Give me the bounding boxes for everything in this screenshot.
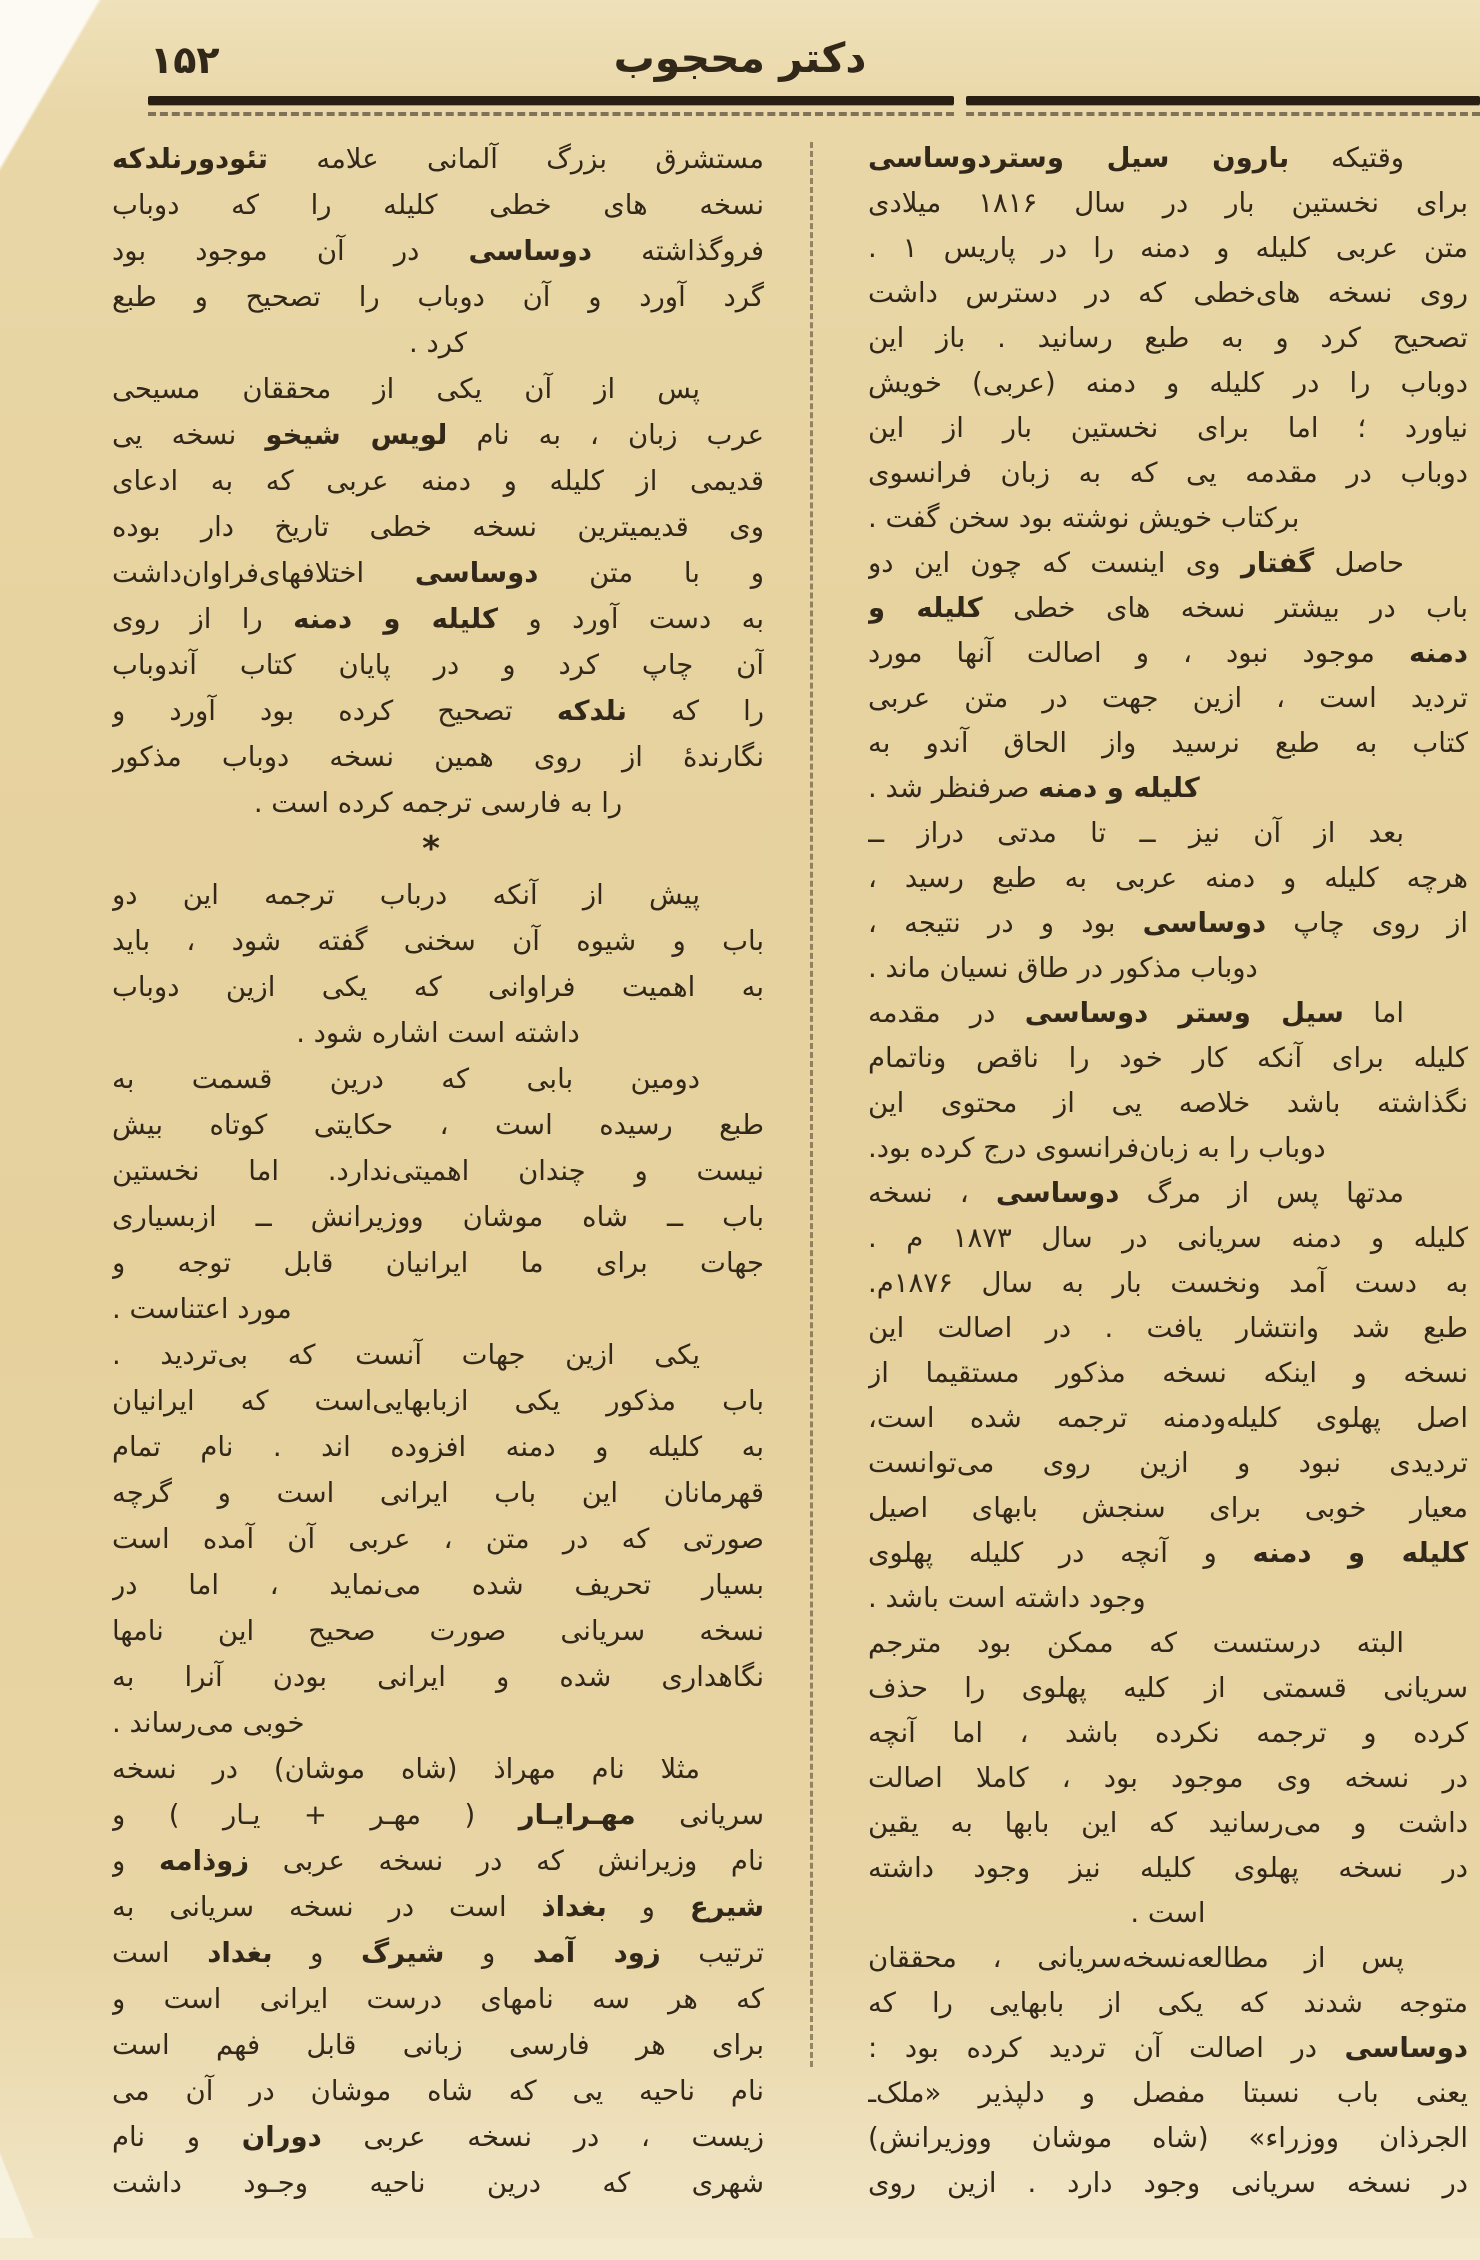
- text-line: [868, 766, 1468, 811]
- text-run: وی قدیمیترین نسخه خطی تاریخ دار بوده: [112, 511, 764, 543]
- text-line: [112, 1378, 764, 1424]
- text-run: خوبی می‌رساند .: [112, 1707, 305, 1739]
- bold-term: دوساسی: [995, 1177, 1120, 1209]
- text-run: است .: [1130, 1897, 1206, 1929]
- text-line: [112, 964, 764, 1010]
- bold-term: مهـرایـار: [518, 1799, 636, 1831]
- text-run: هرچه کلیله و دمنه عربی به طبع رسید ،: [868, 862, 1468, 894]
- text-run: دومین بابی که درین قسمت به: [112, 1063, 700, 1095]
- text-run: برای نخستین بار در سال ۱۸۱۶ میلادی: [868, 187, 1468, 219]
- text-run: به دست آورد و: [498, 603, 764, 635]
- text-run: به دست آمد ونخست بار به سال ۱۸۷۶م.: [868, 1267, 1468, 1299]
- text-run: متن عربی کلیله و دمنه را در پاریس ۱ .: [868, 232, 1468, 264]
- text-line: [868, 1171, 1468, 1216]
- text-run: کرد .: [409, 327, 467, 359]
- text-run: و: [444, 1937, 533, 1969]
- bold-term: بغداد: [207, 1937, 273, 1969]
- text-line: [112, 596, 764, 642]
- text-run: بعد از آن نیز ــ تا مدتی دراز ــ: [868, 817, 1404, 849]
- text-line: [112, 458, 764, 504]
- bold-term: سیل وستر دوساسی: [1024, 997, 1344, 1029]
- text-line: [868, 1531, 1468, 1576]
- text-run: نگارندهٔ از روی همین نسخه دوباب مذکور: [112, 741, 764, 773]
- rule-dashed-bar: [966, 112, 1480, 116]
- text-line: [112, 1792, 764, 1838]
- text-run: به اهمیت فراوانی که یکی ازین دوباب: [112, 971, 764, 1003]
- text-run: صورتی که در متن ، عربی آن آمده است: [112, 1523, 764, 1555]
- text-line: [112, 274, 764, 320]
- text-line: [112, 2022, 764, 2068]
- text-run: اصل پهلوی کلیله‌ودمنه ترجمه شده است،: [868, 1402, 1468, 1434]
- column-right: [868, 136, 1468, 2206]
- text-line: [868, 1621, 1468, 1666]
- text-line: [112, 734, 764, 780]
- text-line: [868, 406, 1468, 451]
- text-line: [868, 1081, 1468, 1126]
- text-line: [868, 1261, 1468, 1306]
- text-line: [112, 366, 764, 412]
- text-line: [112, 1700, 764, 1746]
- text-run: در نسخه پهلوی کلیله نیز وجود داشته: [868, 1852, 1468, 1884]
- text-line: [868, 361, 1468, 406]
- rule-thick-bar: [148, 96, 954, 105]
- bold-term: کلیله و دمنه: [1252, 1537, 1468, 1569]
- text-line: [112, 504, 764, 550]
- text-line: [868, 991, 1468, 1036]
- text-run: نام ناحیه یی که شاه موشان در آن می: [112, 2075, 764, 2107]
- text-run: حاصل: [1314, 547, 1404, 579]
- text-line: [112, 2160, 764, 2206]
- scan-corner-top-left: [0, 0, 104, 176]
- text-line: [112, 136, 764, 182]
- rule-dashed-bar: [148, 112, 954, 116]
- text-line: [112, 1470, 764, 1516]
- text-run: کرده و ترجمه نکرده باشد ، اما آنچه: [868, 1717, 1468, 1749]
- bold-term: دمنه: [1408, 637, 1468, 669]
- text-run: نسخه های خطی کلیله را که دوباب: [112, 189, 764, 221]
- text-line: [868, 1306, 1468, 1351]
- text-line: [112, 1654, 764, 1700]
- text-line: [868, 271, 1468, 316]
- rule-thick-bar: [966, 96, 1480, 105]
- text-run: را از روی: [112, 603, 294, 635]
- text-line: [112, 1148, 764, 1194]
- text-line: [112, 1516, 764, 1562]
- text-line: [112, 642, 764, 688]
- bold-term: شیرع: [689, 1891, 764, 1923]
- text-run: نسخه یی: [112, 419, 266, 451]
- text-line: [112, 1930, 764, 1976]
- text-run: قهرمانان این باب ایرانی است و گرچه: [112, 1477, 764, 1509]
- text-line: [112, 1332, 764, 1378]
- column-left: [112, 136, 764, 2206]
- text-line: [112, 872, 764, 918]
- text-run: وجود داشته است باشد .: [868, 1582, 1146, 1614]
- text-line: [868, 901, 1468, 946]
- text-line: [868, 316, 1468, 361]
- text-run: متوجه شدند که یکی از بابهایی را که: [868, 1987, 1468, 2019]
- text-line: [868, 2071, 1468, 2116]
- text-line: [868, 676, 1468, 721]
- text-line: [868, 1711, 1468, 1756]
- text-line: [112, 550, 764, 596]
- text-run: ترتیب: [660, 1937, 764, 1969]
- text-line: [112, 1010, 764, 1056]
- bold-term: گفتار: [1240, 547, 1315, 579]
- text-line: [868, 541, 1468, 586]
- text-run: مستشرق بزرگ آلمانی علامه: [267, 143, 764, 175]
- text-run: آن چاپ کرد و در پایان کتاب آندوباب: [112, 649, 764, 681]
- text-line: [868, 1981, 1468, 2026]
- text-line: [868, 946, 1468, 991]
- text-line: [112, 320, 764, 366]
- text-line: [868, 1441, 1468, 1486]
- text-line: [112, 1424, 764, 1470]
- text-run: ، نسخه: [868, 1177, 996, 1209]
- text-run: جهات برای ما ایرانیان قابل توجه و: [112, 1247, 764, 1279]
- text-line: [868, 1036, 1468, 1081]
- text-run: در نسخه وی موجود بود ، کاملا اصالت: [868, 1762, 1468, 1794]
- text-line: [868, 1666, 1468, 1711]
- bold-term: کلیله و: [868, 592, 983, 624]
- text-run: کلیله برای آنکه کار خود را ناقص وناتمام: [868, 1042, 1468, 1074]
- text-run: البته درستست که ممکن بود مترجم: [868, 1627, 1404, 1659]
- column-divider-rule: [810, 142, 813, 2067]
- text-run: و: [606, 1891, 690, 1923]
- text-run: برای هر فارسی زبانی قابل فهم است: [112, 2029, 764, 2061]
- text-line: [868, 811, 1468, 856]
- section-separator: [112, 826, 764, 872]
- text-run: بود و در نتیجه ،: [868, 907, 1143, 939]
- text-line: [112, 1884, 764, 1930]
- bold-term: *: [422, 829, 454, 869]
- text-run: برکتاب خویش نوشته بود سخن گفت .: [868, 502, 1300, 534]
- text-line: [112, 1746, 764, 1792]
- bold-term: کلیله و دمنه: [1038, 772, 1200, 804]
- text-line: [112, 2114, 764, 2160]
- text-run: طبع شد وانتشار یافت . در اصالت این: [868, 1312, 1468, 1344]
- text-run: در آن موجود بود: [112, 235, 469, 267]
- text-line: [112, 1838, 764, 1884]
- text-run: مورد اعتناست .: [112, 1293, 292, 1325]
- text-run: عرب زبان ، به نام: [447, 419, 764, 451]
- text-run: است: [112, 1937, 208, 1969]
- bold-term: بارون سیل وستردوساسی: [868, 142, 1290, 174]
- text-line: [868, 856, 1468, 901]
- bold-term: دوران: [241, 2121, 322, 2153]
- text-run: و: [272, 1937, 361, 1969]
- text-run: در نسخه سریانی وجود دارد . ازین روی: [868, 2167, 1468, 2199]
- text-line: [868, 1396, 1468, 1441]
- text-run: کتاب به طبع نرسید واز الحاق آندو به: [868, 727, 1468, 759]
- text-run: ( مهـر + یـار ) و: [112, 1799, 519, 1831]
- text-run: موجود نبود ، و اصالت آنها مورد: [868, 637, 1409, 669]
- text-run: معیار خوبی برای سنجش بابهای اصیل: [868, 1492, 1468, 1524]
- text-line: [868, 721, 1468, 766]
- text-line: [868, 1936, 1468, 1981]
- text-line: [112, 1194, 764, 1240]
- text-run: بسیار تحریف شده می‌نماید ، اما در: [112, 1569, 764, 1601]
- text-run: و با متن: [538, 557, 764, 589]
- bold-term: بغداذ: [541, 1891, 607, 1923]
- text-line: [112, 1102, 764, 1148]
- text-run: نیاورد ؛ اما برای نخستین بار از این: [868, 412, 1468, 444]
- text-run: و نام: [112, 2121, 242, 2153]
- bold-term: دوساسی: [1142, 907, 1267, 939]
- text-line: [868, 136, 1468, 181]
- text-run: داشته است اشاره شود .: [296, 1017, 580, 1049]
- text-run: روی نسخه های‌خطی که در دسترس داشت: [868, 277, 1468, 309]
- text-run: یعنی باب نسبتا مفصل و دلپذیر «ملک‌ـ: [868, 2077, 1468, 2109]
- text-run: سریانی: [635, 1799, 764, 1831]
- text-line: [112, 228, 764, 274]
- text-run: داشت و می‌رسانید که این بابها به یقین: [868, 1807, 1468, 1839]
- text-line: [868, 1756, 1468, 1801]
- text-run: پیش از آنکه درباب ترجمه این دو: [112, 879, 700, 911]
- text-run: در اصالت آن تردید کرده بود :: [868, 2032, 1345, 2064]
- text-run: باب در بیشتر نسخه های خطی: [982, 592, 1468, 624]
- text-line: [112, 1240, 764, 1286]
- bold-term: دوساسی: [468, 235, 592, 267]
- text-line: [868, 451, 1468, 496]
- text-run: یکی ازین جهات آنست که بی‌تردید .: [112, 1339, 700, 1371]
- text-line: [868, 226, 1468, 271]
- text-run: تردیدی نبود و ازین روی می‌توانست: [868, 1447, 1468, 1479]
- bold-term: نلدکه: [556, 695, 627, 727]
- text-run: وی اینست که چون این دو: [868, 547, 1241, 579]
- text-run: گرد آورد و آن دوباب را تصحیح و طبع: [112, 281, 764, 313]
- text-line: [868, 1126, 1468, 1171]
- text-run: پس از آن یکی از محققان مسیحی: [112, 373, 700, 405]
- text-run: که هر سه نامهای درست ایرانی است و: [112, 1983, 764, 2015]
- text-line: [112, 2068, 764, 2114]
- text-line: [868, 2161, 1468, 2206]
- text-line: [112, 688, 764, 734]
- text-run: باب و شیوه آن سخنی گفته شود ، باید: [112, 925, 764, 957]
- text-run: در مقدمه: [868, 997, 1025, 1029]
- bold-term: دوساسی: [1344, 2032, 1468, 2064]
- bold-term: لویس شیخو: [265, 419, 448, 451]
- text-run: شهری که درین ناحیه وجـود داشت: [112, 2167, 764, 2199]
- text-run: اختلافهای‌فراوان‌داشت: [112, 557, 415, 589]
- text-run: سریانی قسمتی از کلیه پهلوی را حذف: [868, 1672, 1468, 1704]
- text-line: [112, 182, 764, 228]
- text-run: زیست ، در نسخه عربی: [321, 2121, 764, 2153]
- text-line: [868, 1216, 1468, 1261]
- text-run: تردید است ، ازین جهت در متن عربی: [868, 682, 1468, 714]
- text-line: [868, 496, 1468, 541]
- text-line: [112, 918, 764, 964]
- text-run: و آنچه در کلیله پهلوی: [868, 1537, 1253, 1569]
- text-run: کلیله و دمنه سریانی در سال ۱۸۷۳ م .: [868, 1222, 1468, 1254]
- text-run: را به فارسی ترجمه کرده است .: [253, 787, 623, 819]
- text-line: [868, 586, 1468, 631]
- text-run: تصحیح کرد و به طبع رسانید . باز این: [868, 322, 1468, 354]
- text-line: [112, 780, 764, 826]
- text-run: را که: [626, 695, 764, 727]
- text-run: از روی چاپ: [1266, 907, 1468, 939]
- text-run: نسخه و اینکه نسخه مذکور مستقیما از: [868, 1357, 1468, 1389]
- text-run: نسخه سریانی صورت صحیح این نامها: [112, 1615, 764, 1647]
- text-line: [112, 1608, 764, 1654]
- text-line: [112, 1562, 764, 1608]
- page-title: دکتر محجوب: [613, 34, 867, 82]
- text-run: اما: [1343, 997, 1405, 1029]
- text-line: [868, 1576, 1468, 1621]
- text-run: دوباب مذکور در طاق نسیان ماند .: [868, 952, 1258, 984]
- text-run: است در نسخه سریانی به: [112, 1891, 542, 1923]
- text-run: به کلیله و دمنه افزوده اند . نام تمام: [112, 1431, 764, 1463]
- bold-term: کلیله و دمنه: [293, 603, 499, 635]
- text-run: نگاهداری شده و ایرانی بودن آنرا به: [112, 1661, 764, 1693]
- text-run: و: [112, 1845, 159, 1877]
- text-line: [868, 631, 1468, 676]
- bold-term: تئودورنلدکه: [112, 143, 268, 175]
- text-line: [868, 2026, 1468, 2071]
- text-run: فروگذاشته: [591, 235, 764, 267]
- text-run: تصحیح کرده بود آورد و: [112, 695, 557, 727]
- text-run: نام وزیرانش که در نسخه عربی: [249, 1845, 764, 1877]
- bold-term: شیرگ: [360, 1937, 445, 1969]
- text-line: [868, 1486, 1468, 1531]
- page-number: ۱۵۲: [150, 38, 220, 82]
- text-line: [868, 181, 1468, 226]
- text-run: قدیمی از کلیله و دمنه عربی که به ادعای: [112, 465, 764, 497]
- text-line: [868, 1891, 1468, 1936]
- text-run: دوباب در مقدمه یی که به زبان فرانسوی: [868, 457, 1468, 489]
- header-rule-right: [966, 96, 1480, 116]
- text-run: باب مذکور یکی ازبابهایی‌است که ایرانیان: [112, 1385, 764, 1417]
- text-run: صرفنظر شد .: [868, 772, 1039, 804]
- scan-page-edge: [0, 2238, 1480, 2260]
- text-run: باب ــ شاه موشان ووزیرانش ــ ازبسیاری: [112, 1201, 764, 1233]
- text-line: [868, 1801, 1468, 1846]
- text-run: وقتیکه: [1289, 142, 1404, 174]
- text-run: نیست و چندان اهمیتی‌ندارد. اما نخستین: [112, 1155, 764, 1187]
- text-run: الجرذان ووزراء» (شاه موشان ووزیرانش): [868, 2122, 1468, 2154]
- text-run: مثلا نام مهراذ (شاه موشان) در نسخه: [112, 1753, 700, 1785]
- bold-term: دوساسی: [414, 557, 539, 589]
- text-line: [112, 1056, 764, 1102]
- header-rule-left: [148, 96, 954, 116]
- bold-term: زود آمد: [532, 1937, 661, 1969]
- text-line: [112, 1286, 764, 1332]
- text-line: [868, 1846, 1468, 1891]
- text-line: [112, 1976, 764, 2022]
- text-run: نگذاشته باشد خلاصه یی از محتوی این: [868, 1087, 1468, 1119]
- text-run: دوباب را در کلیله و دمنه (عربی) خویش: [868, 367, 1468, 399]
- text-run: مدتها پس از مرگ: [1119, 1177, 1404, 1209]
- text-line: [868, 2116, 1468, 2161]
- bold-term: زوذامه: [158, 1845, 250, 1877]
- text-run: طبع رسیده است ، حکایتی کوتاه بیش: [112, 1109, 764, 1141]
- text-line: [112, 412, 764, 458]
- text-line: [868, 1351, 1468, 1396]
- text-run: پس از مطالعه‌نسخه‌سریانی ، محققان: [868, 1942, 1404, 1974]
- text-run: دوباب را به زبان‌فرانسوی درج کرده بود.: [868, 1132, 1326, 1164]
